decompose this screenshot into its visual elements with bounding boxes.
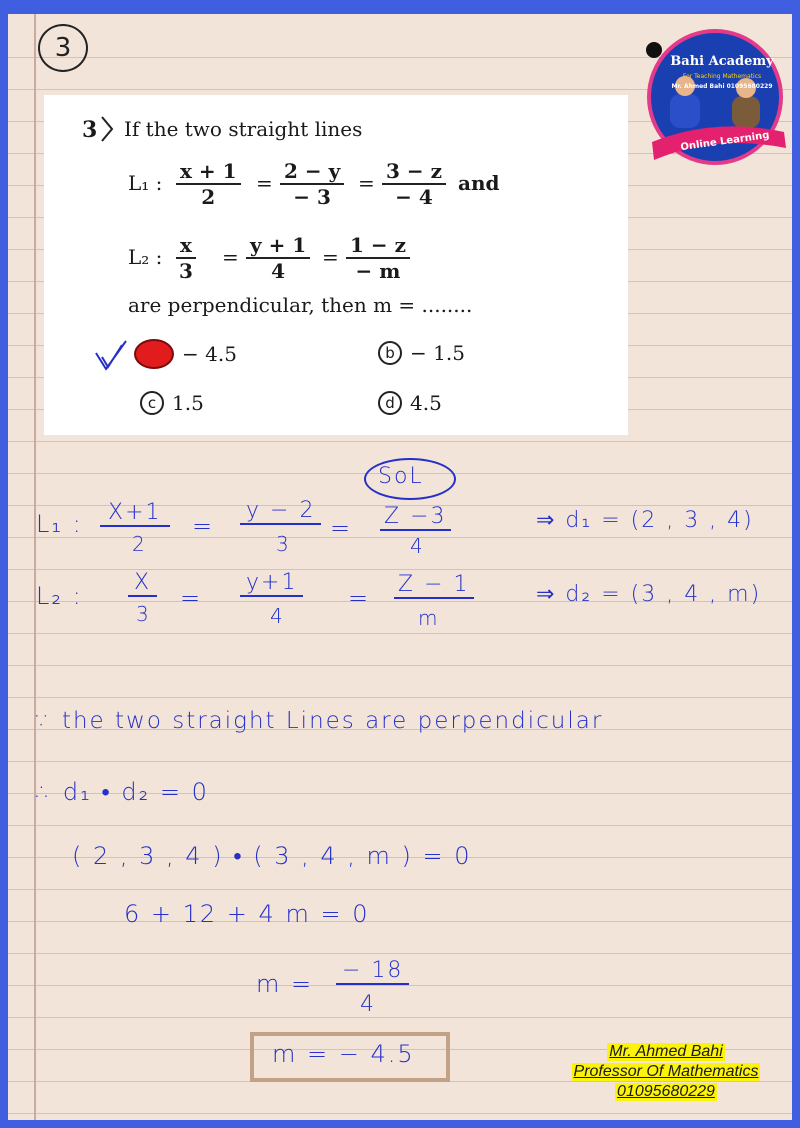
option-b-letter: b <box>378 341 402 365</box>
signature-name: Mr. Ahmed Bahi <box>609 1043 723 1060</box>
logo-ribbon: Online Learning <box>679 129 771 154</box>
option-b-value: − 1.5 <box>410 341 465 365</box>
question-ask: are perpendicular, then m = ........ <box>128 293 473 317</box>
sol-l1-f2-num: y − 2 <box>240 498 321 525</box>
l1-fraction-3: $\frac{3 - z}{- 4}$ <box>382 159 446 209</box>
l2-fraction-3: $\frac{1 - z}{- m}$ <box>346 233 410 283</box>
equals-sign: = <box>222 245 239 269</box>
l2-label: L₂ : <box>128 245 163 269</box>
option-a[interactable] <box>134 339 237 369</box>
signature-phone: 01095680229 <box>617 1083 715 1100</box>
logo-badge-icon <box>640 22 790 172</box>
question-intro: If the two straight lines <box>124 117 363 141</box>
badge-arrow-icon <box>100 115 114 143</box>
final-answer: m = − 4.5 <box>272 1040 415 1068</box>
equals-sign: = <box>192 512 215 540</box>
sol-l1-label: L₁ : <box>36 510 83 538</box>
sol-l1-f3-den: 4 <box>410 534 425 558</box>
sol-l2-f1-num: X <box>128 570 157 597</box>
sol-l1-direction: ⇒ d₁ = (2 , 3 , 4) <box>536 508 754 533</box>
sol-l2-f2-num: y+1 <box>240 570 303 597</box>
sol-reason: ∵ the two straight Lines are perpendicular <box>36 708 604 734</box>
sol-l2-f3-den: m <box>418 606 440 630</box>
option-b[interactable] <box>378 341 465 365</box>
margin-line <box>34 14 36 1120</box>
equals-sign: = <box>330 514 353 542</box>
checkmark-icon <box>92 335 132 375</box>
sol-l1-f2-den: 3 <box>276 532 291 556</box>
solution-heading: SoL <box>378 464 424 489</box>
sol-step-substitute: ( 2 , 3 , 4 ) • ( 3 , 4 , m ) = 0 <box>72 842 472 870</box>
selected-answer-marker <box>134 339 174 369</box>
academy-logo <box>640 22 790 172</box>
l1-and: and <box>458 171 500 195</box>
sol-l1-f1-num: X+1 <box>100 500 170 527</box>
option-d[interactable] <box>378 391 442 415</box>
l2-fraction-2: $\frac{y + 1}{4}$ <box>246 233 310 283</box>
equals-sign: = <box>348 584 371 612</box>
option-c-value: 1.5 <box>172 391 204 415</box>
l2-fraction-1: $\frac{x}{3}$ <box>176 233 196 283</box>
option-d-value: 4.5 <box>410 391 442 415</box>
sol-step-dot-product: ∴ d₁ • d₂ = 0 <box>36 778 209 806</box>
option-d-letter: d <box>378 391 402 415</box>
sol-step-expand: 6 + 12 + 4 m = 0 <box>124 900 370 928</box>
l1-label: L₁ : <box>128 171 163 195</box>
l1-fraction-1: $\frac{x + 1}{2}$ <box>176 159 241 209</box>
logo-title: Bahi Academy <box>670 54 774 69</box>
equals-sign: = <box>322 245 339 269</box>
signature-role: Professor Of Mathematics <box>573 1063 759 1080</box>
question-number: 3 <box>54 33 72 63</box>
logo-teacher-line: Mr. Ahmed Bahi 01095680229 <box>671 83 773 90</box>
option-c-letter: c <box>140 391 164 415</box>
sol-step-m-label: m = <box>256 970 314 998</box>
logo-subtitle: For Teaching Mathematics <box>682 73 762 80</box>
equals-sign: = <box>180 584 203 612</box>
sol-l2-direction: ⇒ d₂ = (3 , 4 , m) <box>536 582 762 607</box>
l1-fraction-2: $\frac{2 - y}{- 3}$ <box>280 159 344 209</box>
question-number-circle <box>38 24 88 72</box>
sol-l2-f2-den: 4 <box>270 604 285 628</box>
equals-sign: = <box>256 171 273 195</box>
sol-step-m-num: − 18 <box>336 958 409 985</box>
sol-l1-f1-den: 2 <box>132 532 147 556</box>
option-c[interactable] <box>140 391 204 415</box>
sol-step-m-den: 4 <box>360 992 376 1017</box>
option-a-value: − 4.5 <box>182 342 237 366</box>
signature-block <box>558 1042 774 1102</box>
sol-l2-label: L₂ : <box>36 582 83 610</box>
sol-l1-f3-num: Z −3 <box>380 504 451 531</box>
equals-sign: = <box>358 171 375 195</box>
question-badge: 3 <box>82 117 98 143</box>
sol-l2-f3-num: Z − 1 <box>394 572 474 599</box>
question-card <box>44 95 628 435</box>
sol-l2-f1-den: 3 <box>136 602 151 626</box>
